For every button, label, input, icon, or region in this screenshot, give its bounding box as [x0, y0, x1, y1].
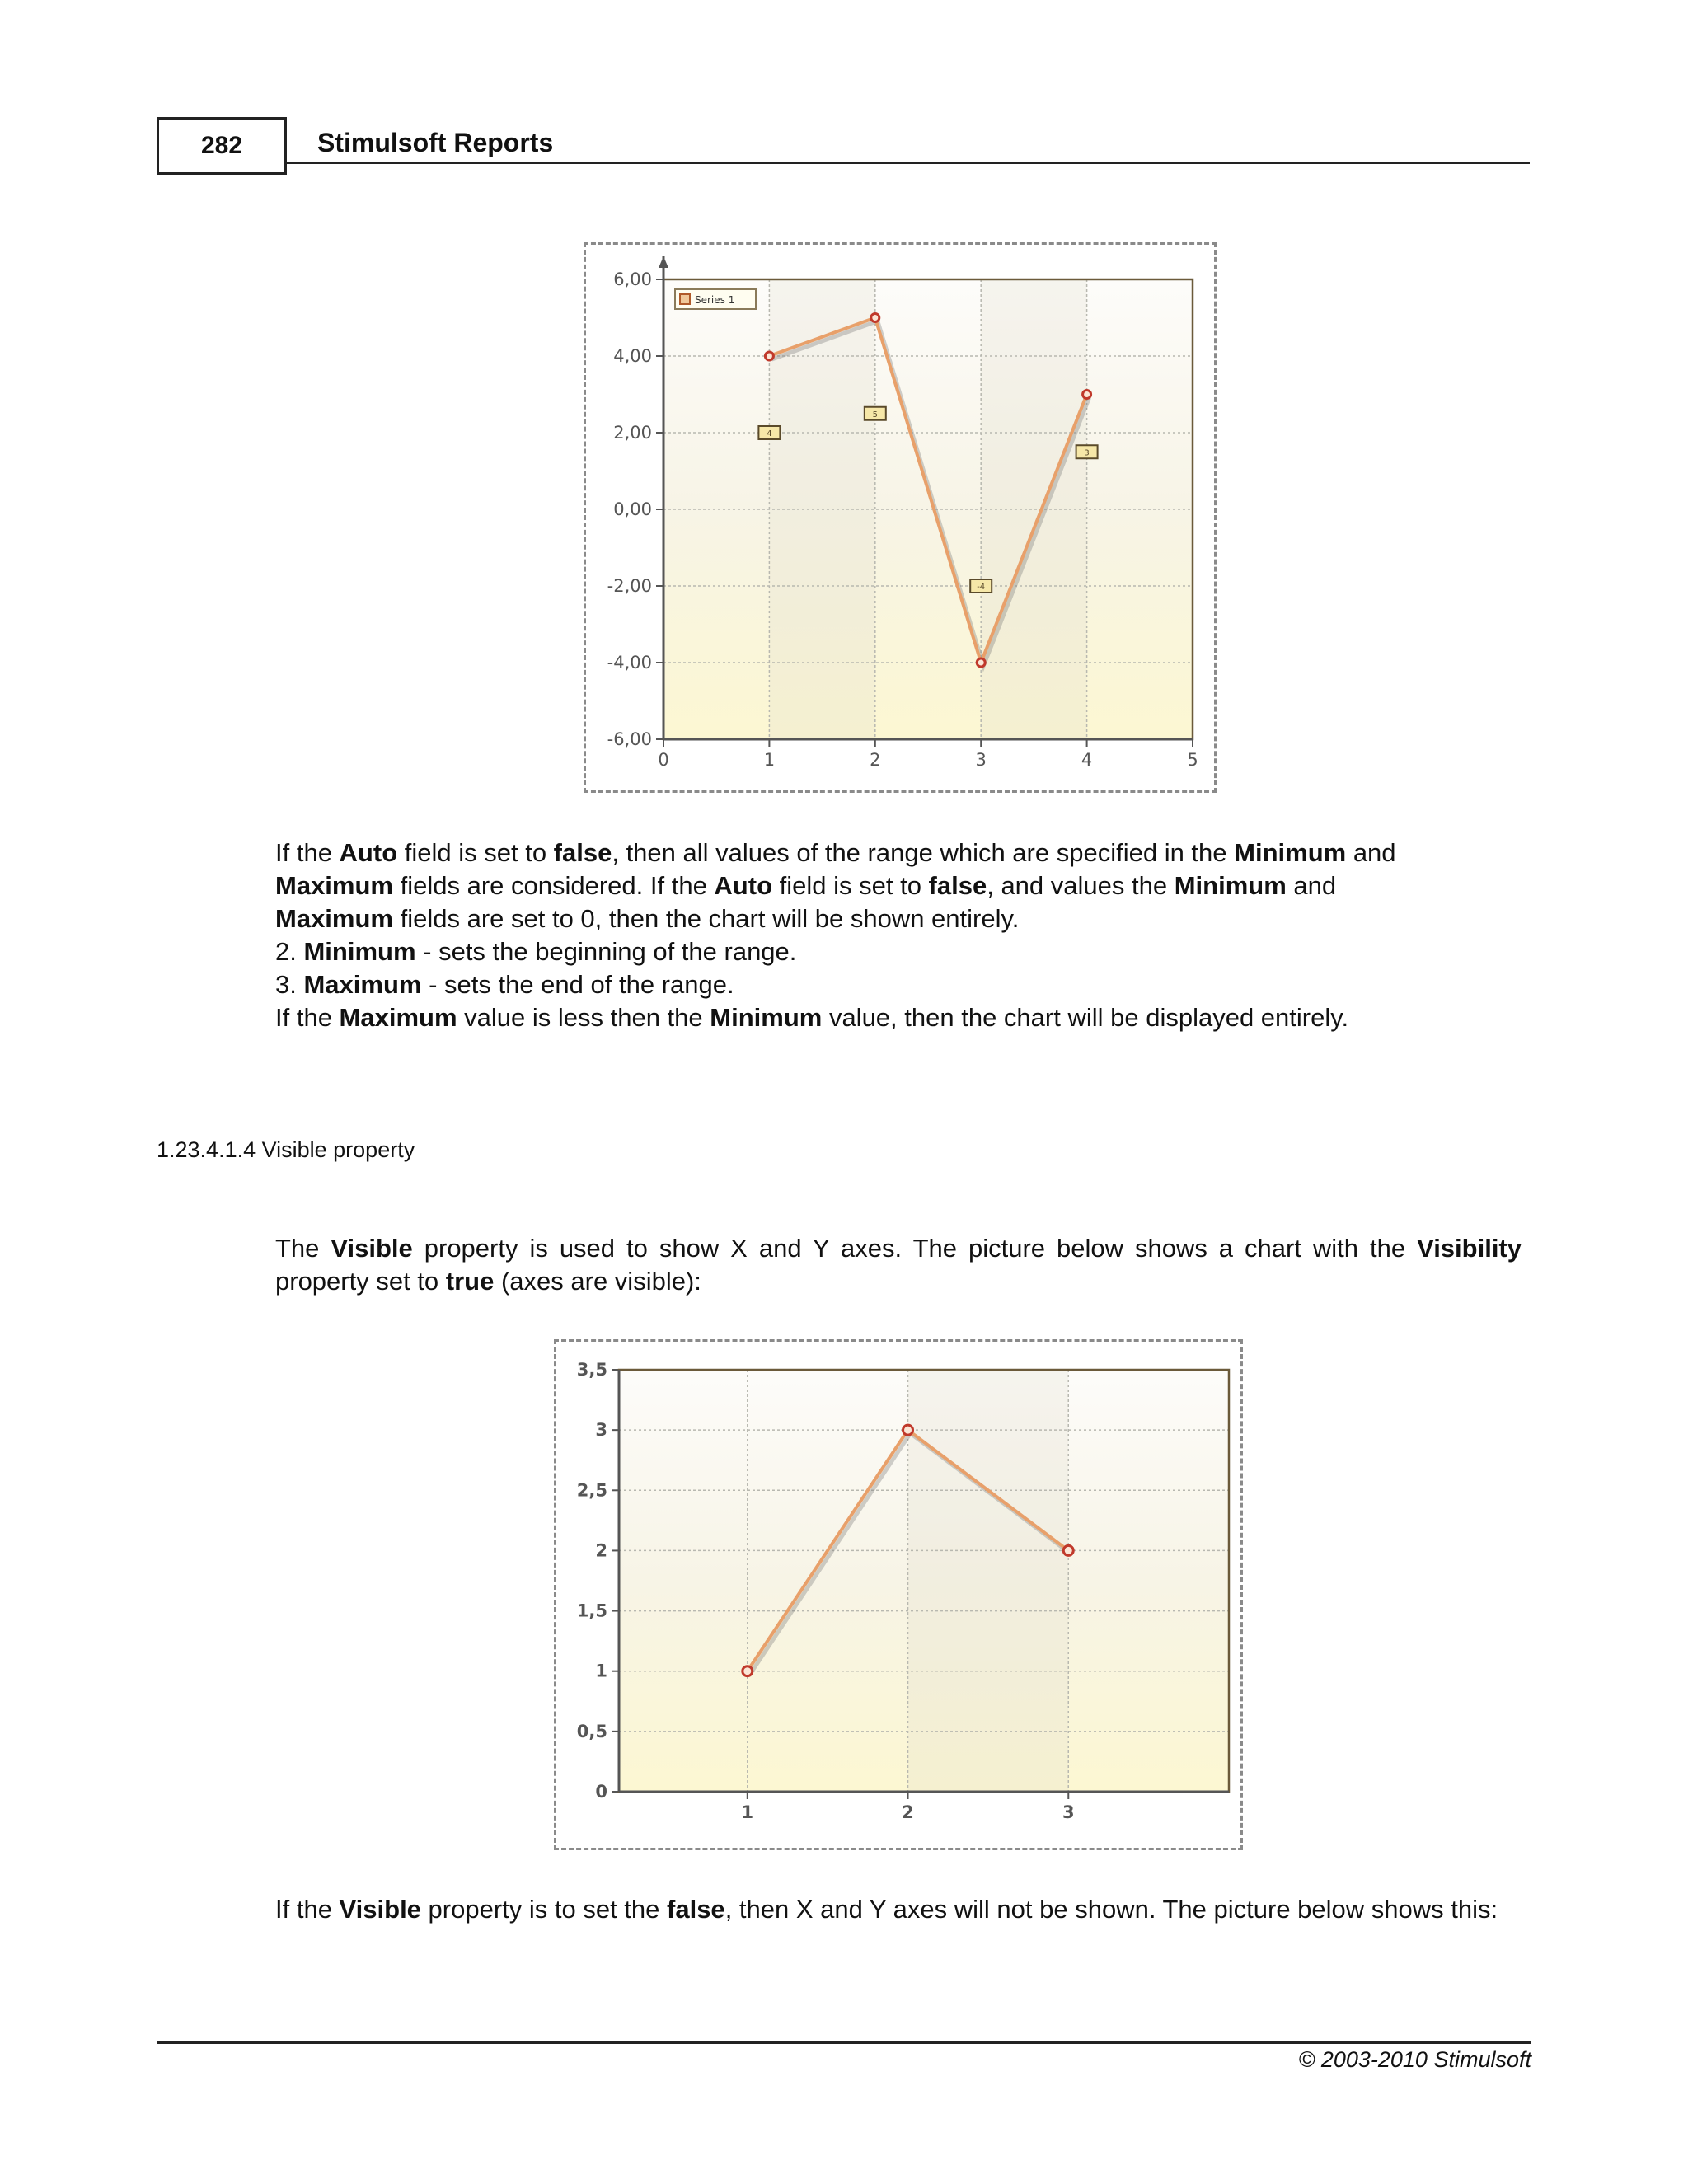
visible-axes-chart — [554, 1339, 1243, 1850]
x-tick-label: 2 — [902, 1802, 914, 1822]
y-tick-label: -4,00 — [607, 653, 652, 673]
para-line: If the Auto field is set to false, then all values of the range which are specified in the Minimum and — [275, 838, 1396, 867]
para-line: Maximum fields are set to 0, then the chart will be shown entirely. — [275, 904, 1020, 933]
y-tick-label: 2 — [595, 1540, 607, 1561]
header-title: Stimulsoft Reports — [317, 128, 554, 157]
data-label: -4 — [977, 583, 986, 592]
x-tick-label: 4 — [1081, 750, 1093, 770]
x-tick-label: 5 — [1187, 750, 1198, 770]
y-tick-label: 3,5 — [576, 1360, 607, 1380]
y-tick-label: -2,00 — [607, 576, 652, 596]
data-point — [1063, 1545, 1073, 1555]
legend-swatch — [680, 294, 690, 304]
visible-false-description: If the Visible property is to set the false, then X and Y axes will not be shown. The picture below shows this: — [275, 1895, 1498, 1924]
para-line: If the Maximum value is less then the Minimum value, then the chart will be displayed entirely. — [275, 1003, 1349, 1032]
data-point — [765, 352, 773, 360]
data-label: 4 — [767, 429, 772, 438]
plot-band — [908, 1370, 1069, 1792]
data-point — [977, 658, 985, 667]
page-number: 282 — [157, 117, 287, 175]
data-point — [903, 1425, 913, 1435]
visible-axes-chart-svg — [556, 1342, 1240, 1848]
footer-copyright: © 2003-2010 Stimulsoft — [1298, 2047, 1531, 2072]
visible-description: The Visible property is used to show X and Y axes. The picture below shows a chart with the Visibility property set to true (axes are visible): — [275, 1234, 1522, 1296]
section-heading: 1.23.4.1.4 Visible property — [157, 1137, 415, 1162]
y-tick-label: -6,00 — [607, 729, 652, 749]
y-tick-label: 6,00 — [613, 269, 652, 289]
range-description — [275, 837, 1522, 1034]
y-tick-label: 0,5 — [576, 1721, 607, 1741]
y-tick-label: 4,00 — [613, 346, 652, 366]
data-label: 5 — [872, 410, 878, 419]
y-tick-label: 1,5 — [576, 1601, 607, 1621]
para-line: Maximum fields are considered. If the Auto field is set to false, and values the Minimum and — [275, 871, 1337, 900]
x-tick-label: 3 — [975, 750, 987, 770]
footer-rule — [157, 2041, 1531, 2044]
x-tick-label: 3 — [1062, 1802, 1075, 1822]
para-line: 2. Minimum - sets the beginning of the range. — [275, 937, 797, 966]
y-tick-label: 2,5 — [576, 1480, 607, 1501]
x-tick-label: 1 — [763, 750, 776, 770]
range-chart-svg — [586, 245, 1214, 790]
data-label: 3 — [1084, 448, 1090, 458]
chart-legend — [675, 289, 756, 309]
y-tick-label: 0 — [595, 1782, 607, 1802]
y-axis-arrow — [659, 256, 668, 268]
data-point — [871, 314, 879, 322]
header-rule — [287, 162, 1530, 164]
data-point — [1083, 391, 1091, 399]
y-tick-label: 1 — [595, 1661, 607, 1681]
range-chart — [584, 242, 1217, 793]
data-point — [743, 1666, 753, 1676]
x-tick-label: 0 — [658, 750, 669, 770]
y-tick-label: 0,00 — [613, 499, 652, 519]
y-tick-label: 2,00 — [613, 423, 652, 443]
legend-label: Series 1 — [695, 294, 735, 306]
x-tick-label: 2 — [870, 750, 881, 770]
para-line: 3. Maximum - sets the end of the range. — [275, 970, 734, 999]
x-tick-label: 1 — [741, 1802, 754, 1822]
y-tick-label: 3 — [595, 1420, 607, 1441]
